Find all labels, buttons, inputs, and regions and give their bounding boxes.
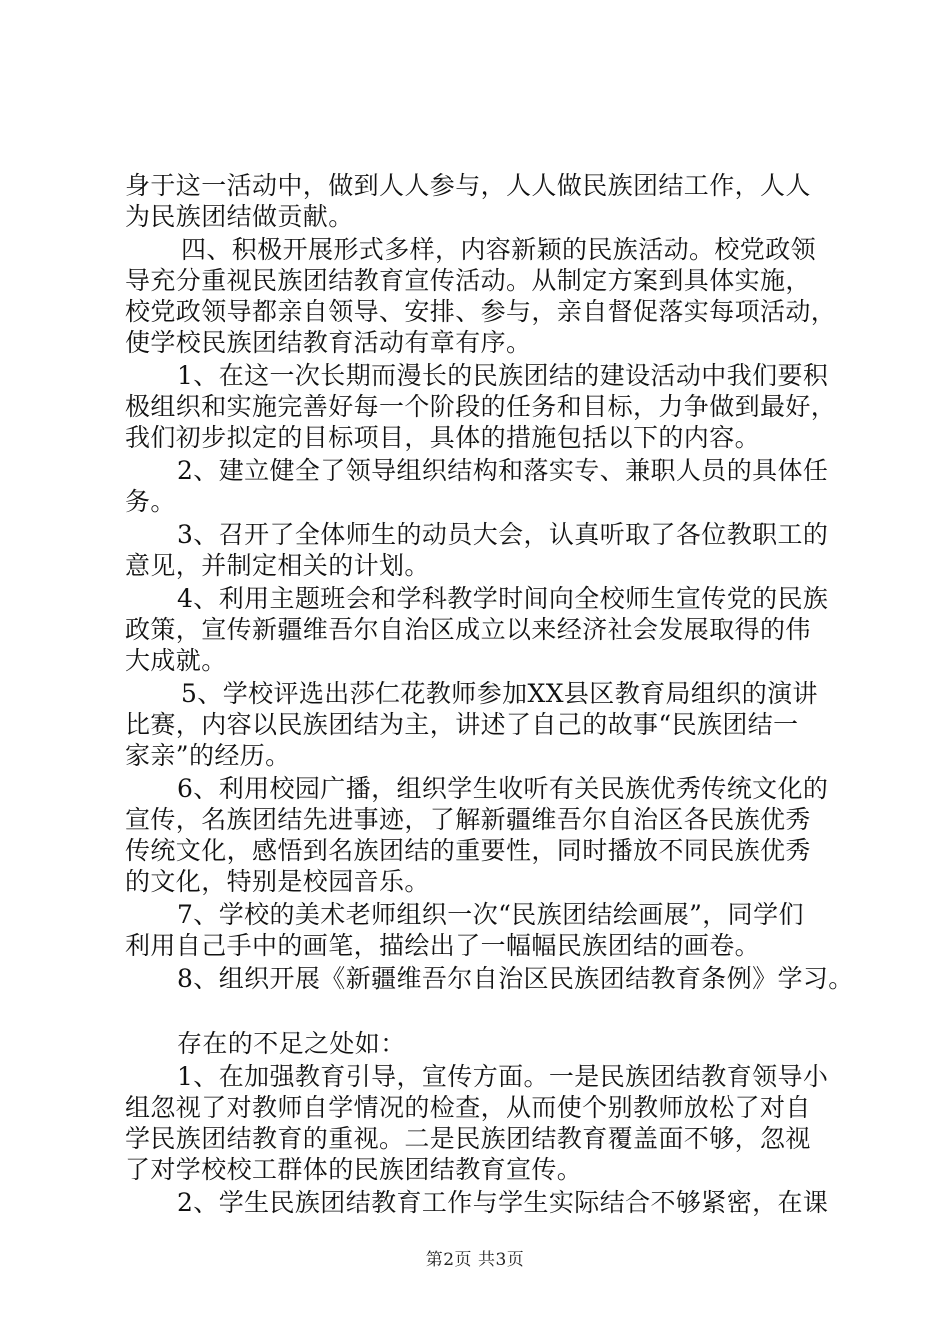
document-body <box>125 170 854 1218</box>
text-line: 为民族团结做贡献。 <box>125 202 354 231</box>
text-line: 学民族团结教育的重视。二是民族团结教育覆盖面不够，忽视 <box>125 1124 811 1153</box>
paragraph <box>125 963 854 994</box>
text-line: 校党政领导都亲自领导、安排、参与，亲自督促落实每项活动， <box>125 297 837 326</box>
text-line: 我们初步拟定的目标项目，具体的措施包括以下的内容。 <box>125 423 761 452</box>
text-line: 1、在这一次长期而漫长的民族团结的建设活动中我们要积 <box>177 361 829 390</box>
text-line: 比赛，内容以民族团结为主，讲述了自己的故事“民族团结一 <box>125 710 799 739</box>
paragraph <box>125 234 835 358</box>
text-line: 2、建立健全了领导组织结构和落实专、兼职人员的具体任 <box>177 456 829 485</box>
text-line: 政策，宣传新疆维吾尔自治区成立以来经济社会发展取得的伟 <box>125 615 811 644</box>
paragraph <box>125 899 835 961</box>
paragraph <box>125 583 835 676</box>
text-line: 使学校民族团结教育活动有章有序。 <box>125 328 532 357</box>
text-line: 大成就。 <box>125 646 227 675</box>
page-footer: 第2页 共3页 <box>425 1250 525 1270</box>
paragraph <box>125 773 835 897</box>
paragraph <box>125 519 835 581</box>
text-line: 利用自己手中的画笔，描绘出了一幅幅民族团结的画卷。 <box>125 931 761 960</box>
text-line: 7、学校的美术老师组织一次“民族团结绘画展”，同学们 <box>177 900 804 929</box>
text-line: 了对学校校工群体的民族团结教育宣传。 <box>125 1155 583 1184</box>
text-line: 6、利用校园广播，组织学生收听有关民族优秀传统文化的 <box>177 774 829 803</box>
text-line: 组忽视了对教师自学情况的检查，从而使个别教师放松了对自 <box>125 1093 811 1122</box>
paragraph <box>125 1028 835 1059</box>
text-line: 5、学校评选出莎仁花教师参加XX县区教育局组织的演讲 <box>181 679 818 708</box>
text-line: 3、召开了全体师生的动员大会，认真听取了各位教职工的 <box>177 520 829 549</box>
paragraph <box>125 170 835 232</box>
text-line: 身于这一活动中，做到人人参与，人人做民族团结工作，人人 <box>125 171 811 200</box>
text-line: 家亲”的经历。 <box>125 741 291 770</box>
paragraph <box>125 455 835 517</box>
text-line: 传统文化，感悟到名族团结的重要性，同时播放不同民族优秀 <box>125 836 811 865</box>
text-line: 极组织和实施完善好每一个阶段的任务和目标，力争做到最好， <box>125 392 837 421</box>
paragraph <box>125 1187 835 1218</box>
text-line: 4、利用主题班会和学科教学时间向全校师生宣传党的民族 <box>177 584 829 613</box>
text-line: 的文化，特别是校园音乐。 <box>125 867 430 896</box>
paragraph <box>125 678 835 771</box>
text-line: 宣传，名族团结先进事迹，了解新疆维吾尔自治区各民族优秀 <box>125 805 811 834</box>
text-line: 存在的不足之处如： <box>177 1029 406 1058</box>
paragraph <box>125 360 835 453</box>
text-line: 四、积极开展形式多样，内容新颖的民族活动。校党政领 <box>181 235 817 264</box>
text-line: 导充分重视民族团结教育宣传活动。从制定方案到具体实施， <box>125 266 811 295</box>
text-line: 意见，并制定相关的计划。 <box>125 551 430 580</box>
text-line: 务。 <box>125 487 176 516</box>
text-line: 8、组织开展《新疆维吾尔自治区民族团结教育条例》学习。 <box>177 964 854 993</box>
text-line: 1、在加强教育引导，宣传方面。一是民族团结教育领导小 <box>177 1062 829 1091</box>
text-line: 2、学生民族团结教育工作与学生实际结合不够紧密，在课 <box>177 1188 829 1217</box>
paragraph <box>125 1061 835 1185</box>
